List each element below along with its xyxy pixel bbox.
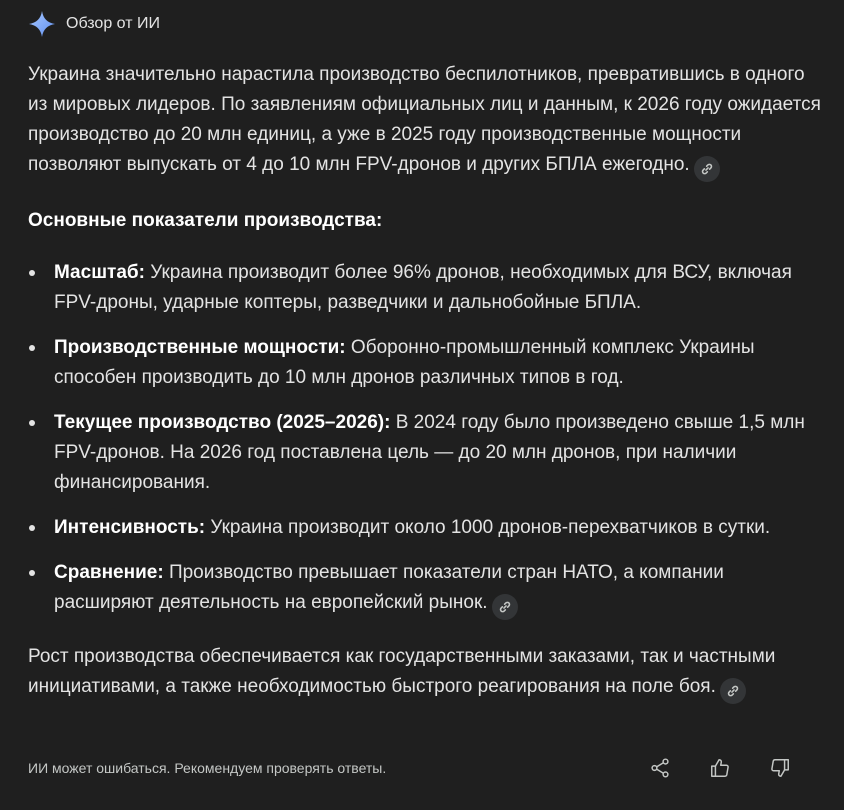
overview-footer <box>28 750 816 786</box>
item-term: Текущее производство (2025–2026): <box>54 412 391 433</box>
thumbs-up-icon <box>709 757 731 779</box>
item-text: Украина производит около 1000 дронов-перехватчиков в сутки. <box>205 517 771 538</box>
list-item <box>28 258 824 318</box>
conclusion-text: Рост производства обеспечивается как государственными заказами, так и частными инициативами, а также необходимостью быстрого реагирования на поле боя. <box>28 646 776 697</box>
conclusion-paragraph <box>28 642 824 704</box>
item-term: Масштаб: <box>54 262 145 283</box>
list-item <box>28 333 824 393</box>
source-link-button[interactable] <box>492 594 518 620</box>
feedback-actions <box>644 750 796 786</box>
link-icon <box>498 600 512 614</box>
sparkle-icon <box>28 10 56 38</box>
item-text: Украина производит более 96% дронов, необходимых для ВСУ, включая FPV-дроны, ударные коптеры, разведчики и дальнобойные БПЛА. <box>54 262 792 313</box>
link-icon <box>700 162 714 176</box>
item-term: Сравнение: <box>54 562 164 583</box>
overview-content <box>28 60 824 704</box>
intro-text: Украина значительно нарастила производство беспилотников, превратившись в одного из мировых лидеров. По заявлениям официальных лиц и данным, к 2026 году ожидается производство до 20 млн единиц, а уже в 2025 году производственные мощности позволяют выпускать от 4 до 10 млн FPV-дронов и других БПЛА ежегодно. <box>28 64 821 175</box>
list-item <box>28 513 824 543</box>
list-item <box>28 558 824 620</box>
disclaimer-text: ИИ может ошибаться. Рекомендуем проверять ответы. <box>28 760 387 776</box>
list-item <box>28 408 824 498</box>
item-text: Оборонно-промышленный комплекс Украины способен производить до 10 млн дронов различных типов в год. <box>54 337 755 388</box>
item-text: В 2024 году было произведено свыше 1,5 млн FPV-дронов. На 2026 год поставлена цель — до 20 млн дронов, при наличии финансирования. <box>54 412 805 493</box>
link-icon <box>726 684 740 698</box>
thumbs-up-button[interactable] <box>704 752 736 784</box>
thumbs-down-icon <box>769 757 791 779</box>
item-text: Производство превышает показатели стран НАТО, а компании расширяют деятельность на европейский рынок. <box>54 562 724 613</box>
source-link-button[interactable] <box>720 678 746 704</box>
share-button[interactable] <box>644 752 676 784</box>
item-term: Интенсивность: <box>54 517 206 538</box>
intro-paragraph <box>28 60 824 182</box>
share-icon <box>649 757 671 779</box>
ai-overview-header <box>28 9 160 39</box>
source-link-button[interactable] <box>694 156 720 182</box>
thumbs-down-button[interactable] <box>764 752 796 784</box>
item-term: Производственные мощности: <box>54 337 346 358</box>
section-heading: Основные показатели производства: <box>28 210 383 231</box>
indicators-list <box>28 258 824 620</box>
ai-overview-title: Обзор от ИИ <box>66 15 160 32</box>
